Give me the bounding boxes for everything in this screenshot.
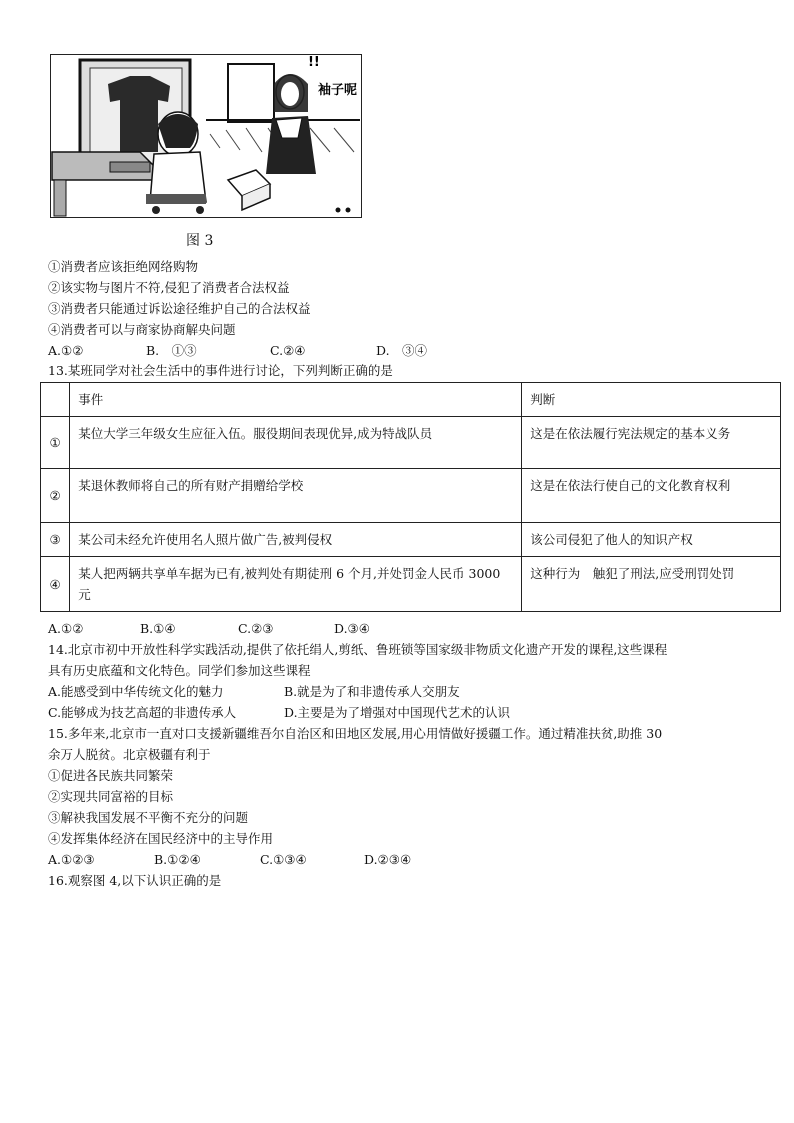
door-shape [228, 64, 274, 122]
q15-stem-line-2: 余万人脱贫。北京极疆有利于 [48, 747, 211, 762]
row-index: ③ [41, 523, 70, 557]
q13-choice-c: C.②③ [238, 621, 274, 636]
q14-option-d: D.主要是为了增强对中国现代艺术的认识 [284, 705, 511, 720]
q13-table [40, 382, 781, 612]
q15-option-4: ④发挥集体经济在国民经济中的主导作用 [48, 831, 274, 846]
q13-stem: 13.某班同学对社会生活中的事件进行讨论，下列判断正确的是 [48, 363, 393, 378]
q12-choice-d: D. ③④ [376, 343, 428, 358]
q12-option-4: ④消费者可以与商家协商解央问题 [48, 322, 236, 337]
q14-stem-line-1: 14.北京市初中开放性科学实践活动,提供了依托绢人,剪纸、鲁班锁等国家级非物质文化遗产开发的课程,这些课程 [48, 642, 668, 657]
row-event: 某退休教师将自己的所有财产捐赠给学校 [70, 469, 522, 523]
q15-option-2: ②实现共同富裕的目标 [48, 789, 174, 804]
row-index: ① [41, 417, 70, 469]
q15-option-1: ①促进各民族共同繁荣 [48, 768, 174, 783]
exclaim-text: !! [308, 55, 320, 70]
q15-choice-a: A.①②③ [48, 852, 95, 867]
row-judgment: 这是在依法行使自己的文化教育权利 [522, 469, 781, 523]
q12-option-3: ③消费者只能通过诉讼途径维护自己的合法权益 [48, 301, 311, 316]
figure-3-cartoon [50, 54, 362, 218]
row-judgment: 这种行为 触犯了刑法,应受刑罚处罚 [522, 557, 781, 612]
figure-3-caption: 图 3 [186, 233, 214, 249]
row-event: 某公司未经允许使用名人照片做广告,被判侵权 [70, 523, 522, 557]
q13-choice-a: A.①② [48, 621, 84, 636]
q16-stem: 16.观察图 4,以下认识正确的是 [48, 873, 222, 888]
q12-option-2: ②该实物与图片不符,侵犯了消费者合法权益 [48, 280, 290, 295]
row-event: 某位大学三年级女生应征入伍。服役期间表现优异,成为特战队员 [70, 417, 522, 469]
table-row [41, 557, 781, 612]
q15-choice-b: B.①②④ [154, 852, 201, 867]
row-index: ④ [41, 557, 70, 612]
table-row [41, 523, 781, 557]
q14-option-c: C.能够成为技艺高超的非遗传承人 [48, 705, 237, 720]
q14-stem-line-2: 具有历史底蕴和文化特色。同学们参加这些课程 [48, 663, 311, 678]
q12-choice-c: C.②④ [270, 343, 306, 358]
q15-stem-line-1: 15.多年来,北京市一直对口支援新疆维吾尔自治区和田地区发展,用心用情做好援疆工作。通过精准扶贫,助推 30 [48, 726, 663, 741]
q13-choice-d: D.③④ [334, 621, 370, 636]
q12-choice-b: B. ①③ [146, 343, 197, 358]
q13-choice-b: B.①④ [140, 621, 176, 636]
q12-option-1: ①消费者应该拒绝网络购物 [48, 259, 199, 274]
table-header-row [41, 383, 781, 417]
q14-option-b: B.就是为了和非遗传承人交朋友 [284, 684, 460, 699]
q12-choice-a: A.①② [48, 343, 84, 358]
row-event: 某人把两辆共享单车据为已有,被判处有期徒刑 6 个月,并处罚金人民币 3000 元 [70, 557, 522, 612]
q14-option-a: A.能感受到中华传统文化的魅力 [48, 684, 224, 699]
keyboard-shape [110, 162, 150, 172]
q15-choice-c: C.①③④ [260, 852, 307, 867]
row-judgment: 这是在依法履行宪法规定的基本义务 [522, 417, 781, 469]
header-judgment: 判断 [522, 383, 781, 417]
header-event: 事件 [70, 383, 522, 417]
q15-choice-d: D.②③④ [364, 852, 412, 867]
table-row [41, 417, 781, 469]
row-index: ② [41, 469, 70, 523]
table-row [41, 469, 781, 523]
q15-option-3: ③解袂我国发展不平衡不充分的问题 [48, 810, 249, 825]
header-index [41, 383, 70, 417]
row-judgment: 该公司侵犯了他人的知识产权 [522, 523, 781, 557]
speech-text: 袖子呢 [318, 83, 358, 98]
